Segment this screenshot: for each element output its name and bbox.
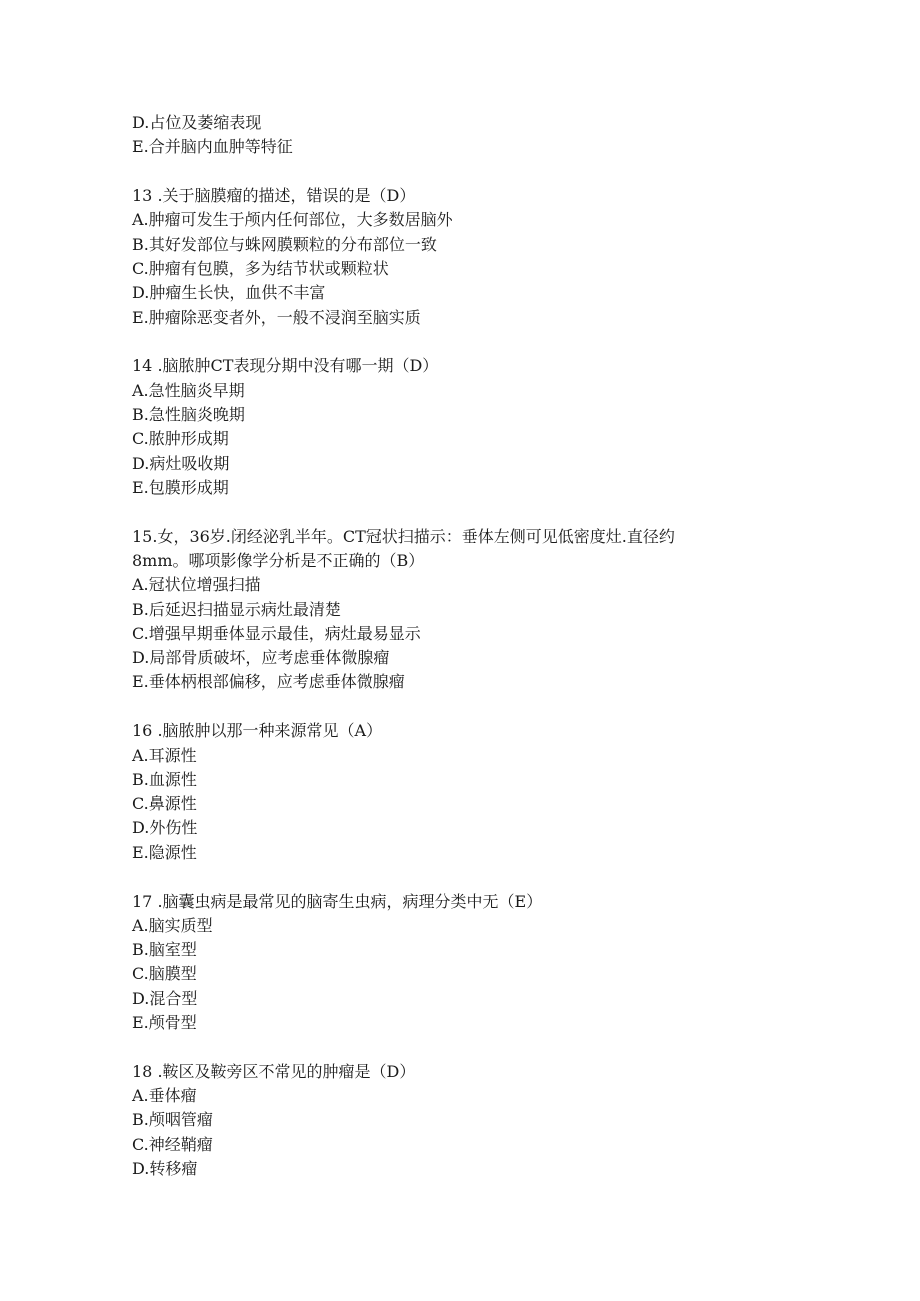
question-stem: 18 .鞍区及鞍旁区不常见的肿瘤是（D） (132, 1061, 416, 1081)
option-line: A.脑实质型 (132, 915, 213, 935)
option-line: D.病灶吸收期 (132, 453, 230, 473)
question-stem-continued: 8mm。哪项影像学分析是不正确的（B） (132, 550, 425, 570)
question-block-12-tail (132, 111, 832, 160)
option-line: E.垂体柄根部偏移，应考虑垂体微腺瘤 (132, 672, 405, 692)
option-line: E.隐源性 (132, 842, 197, 862)
question-block-17 (132, 890, 832, 1036)
option-line: C.神经鞘瘤 (132, 1134, 213, 1154)
option-line: E.合并脑内血肿等特征 (132, 137, 293, 157)
option-line: A.急性脑炎早期 (132, 380, 245, 400)
question-stem: 13 .关于脑膜瘤的描述，错误的是（D） (132, 186, 416, 206)
question-stem: 17 .脑囊虫病是最常见的脑寄生虫病，病理分类中无（E） (132, 891, 543, 911)
option-line: B.血源性 (132, 769, 197, 789)
option-line: C.脑膜型 (132, 964, 197, 984)
question-block-18 (132, 1060, 832, 1181)
option-line: C.增强早期垂体显示最佳，病灶最易显示 (132, 623, 421, 643)
question-stem: 16 .脑脓肿以那一种来源常见（A） (132, 721, 383, 741)
option-line: C.肿瘤有包膜，多为结节状或颗粒状 (132, 258, 389, 278)
option-line: A.肿瘤可发生于颅内任何部位，大多数居脑外 (132, 210, 453, 230)
question-stem: 14 .脑脓肿CT表现分期中没有哪一期（D） (132, 356, 439, 376)
option-line: C.鼻源性 (132, 794, 197, 814)
question-block-13 (132, 184, 832, 330)
option-line: E.颅骨型 (132, 1013, 197, 1032)
option-line: A.冠状位增强扫描 (132, 575, 261, 595)
option-line: B.脑室型 (132, 940, 197, 960)
option-line: A.耳源性 (132, 745, 197, 765)
option-line: A.垂体瘤 (132, 1086, 197, 1106)
option-line: B.急性脑炎晚期 (132, 404, 245, 424)
option-line: D.转移瘤 (132, 1158, 198, 1178)
option-line: D.局部骨质破坏，应考虑垂体微腺瘤 (132, 648, 390, 668)
option-line: D.外伤性 (132, 818, 198, 838)
option-line: E.包膜形成期 (132, 477, 229, 497)
document-page (132, 111, 832, 1181)
option-line: D.肿瘤生长快，血供不丰富 (132, 283, 326, 303)
option-line: D.占位及萎缩表现 (132, 113, 262, 132)
option-line: C.脓肿形成期 (132, 429, 229, 449)
option-line: B.其好发部位与蛛网膜颗粒的分布部位一致 (132, 234, 437, 254)
option-line: E.肿瘤除恶变者外，一般不浸润至脑实质 (132, 307, 421, 327)
question-block-16 (132, 719, 832, 865)
question-block-14 (132, 354, 832, 500)
option-line: D.混合型 (132, 988, 198, 1008)
question-block-15 (132, 525, 832, 695)
option-line: B.颅咽管瘤 (132, 1110, 213, 1130)
question-stem: 15.女，36岁.闭经泌乳半年。CT冠状扫描示：垂体左侧可见低密度灶.直径约 (132, 526, 675, 546)
option-line: B.后延迟扫描显示病灶最清楚 (132, 599, 341, 619)
